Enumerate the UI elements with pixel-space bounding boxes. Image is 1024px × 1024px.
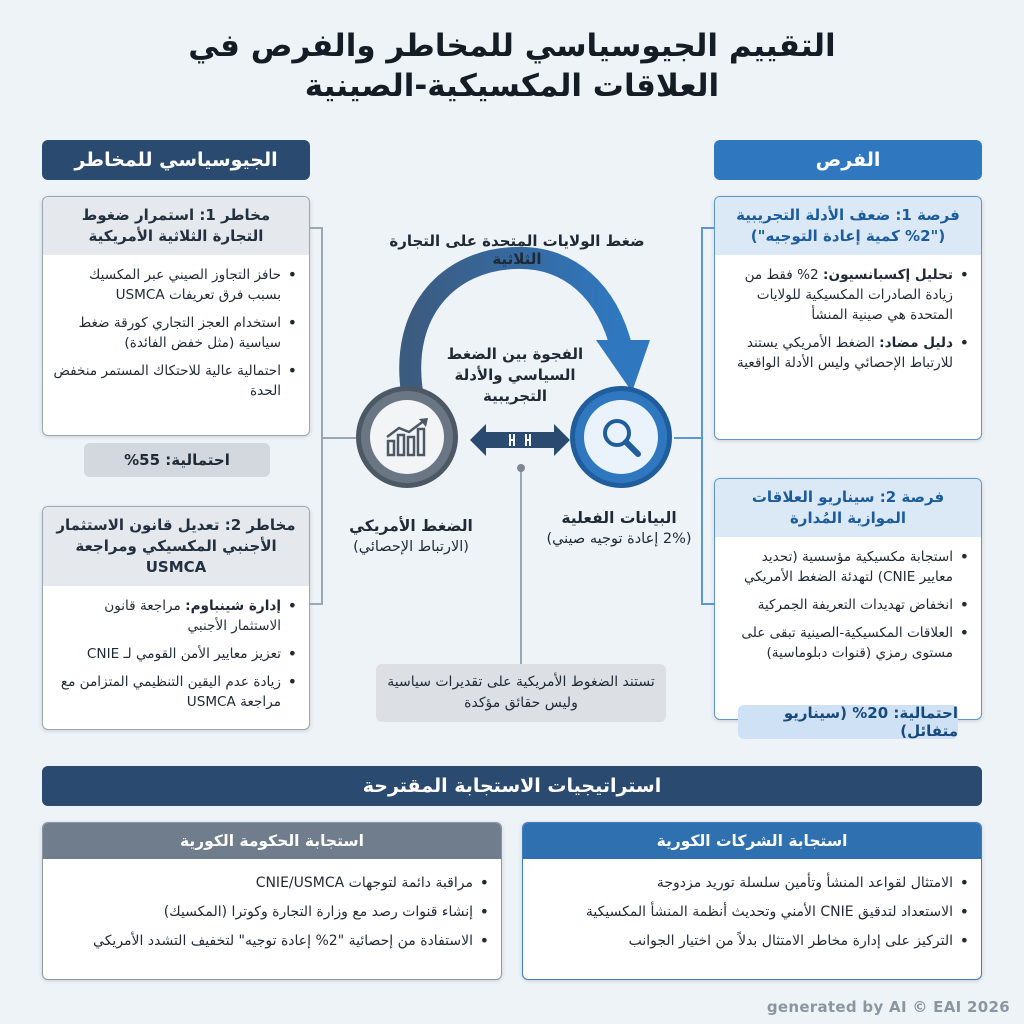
strategies-header: استراتيجيات الاستجابة المقترحة — [42, 766, 982, 806]
opportunities-header: الفرص — [714, 140, 982, 180]
list-item: • العلاقات المكسيكية-الصينية تبقى على مستوى رمزي (قنوات دبلوماسية) — [725, 623, 969, 663]
list-item: • انخفاض تهديدات التعريفة الجمركية — [725, 595, 969, 615]
risk2-title: مخاطر 2: تعديل قانون الاستثمار الأجنبي المكسيكي ومراجعة USMCA — [43, 507, 309, 586]
biz-response-bullets — [523, 859, 981, 966]
list-item: • زيادة عدم اليقين التنظيمي المتزامن مع مراجعة USMCA — [53, 672, 297, 712]
gap-label: الفجوة بين الضغط السياسي والأدلة التجريبية — [446, 345, 584, 405]
risks-header: الجيوسياسي للمخاطر — [42, 140, 310, 180]
list-item: • استجابة مكسيكية مؤسسية (تحديد معايير CNIE) لتهدئة الضغط الأمريكي — [725, 547, 969, 587]
gov-response-bullets — [43, 859, 501, 966]
actual-data-label — [544, 508, 694, 550]
policy-note: تستند الضغوط الأمريكية على تقديرات سياسية وليس حقائق مؤكدة — [376, 664, 666, 722]
list-item: • الامتثال لقواعد المنشأ وتأمين سلسلة توريد مزدوجة — [533, 873, 969, 893]
list-item: • احتمالية عالية للاحتكاك المستمر منخفض الحدة — [53, 361, 297, 401]
list-item: • دليل مضاد: الضغط الأمريكي يستند للارتباط الإحصائي وليس الأدلة الواقعية — [725, 333, 969, 373]
risk1-title: مخاطر 1: استمرار ضغوط التجارة الثلاثية الأمريكية — [43, 197, 309, 255]
chart-icon — [370, 400, 444, 474]
risk1-probability: احتمالية: 55% — [84, 443, 270, 477]
opp1-title: فرصة 1: ضعف الأدلة التجريبية ("2% كمية إعادة التوجيه") — [715, 197, 981, 255]
list-item: • الاستفادة من إحصائية "2% إعادة توجيه" لتخفيف التشدد الأمريكي — [53, 931, 489, 951]
biz-response-title: استجابة الشركات الكورية — [523, 823, 981, 859]
page-title: التقييم الجيوسياسي للمخاطر والفرص في العلاقات المكسيكية-الصينية — [188, 28, 836, 104]
list-item: • التركيز على إدارة مخاطر الامتثال بدلاً من اختيار الجوانب — [533, 931, 969, 951]
list-item: • استخدام العجز التجاري كورقة ضغط سياسية (مثل خفض الفائدة) — [53, 313, 297, 353]
gap-double-arrow — [470, 420, 570, 460]
list-item: • إدارة شينباوم: مراجعة قانون الاستثمار الأجنبي — [53, 596, 297, 636]
list-item: • الاستعداد لتدقيق CNIE الأمني وتحديث أنظمة المنشأ المكسيكية — [533, 902, 969, 922]
us-pressure-label — [336, 516, 486, 558]
actual-data-title: البيانات الفعلية — [561, 509, 677, 527]
list-item: • حافز التجاوز الصيني عبر المكسيك بسبب فرق تعريفات USMCA — [53, 265, 297, 305]
list-item: • مراقبة دائمة لتوجهات CNIE/USMCA — [53, 873, 489, 893]
list-item: • إنشاء قنوات رصد مع وزارة التجارة وكوترا (المكسيك) — [53, 902, 489, 922]
us-pressure-subtitle: (الارتباط الإحصائي) — [353, 539, 469, 555]
arc-label: ضغط الولايات المتحدة على التجارة الثلاثية — [389, 232, 645, 268]
biz-response-card — [522, 822, 982, 980]
list-item: • تعزيز معايير الأمن القومي لـ CNIE — [53, 644, 297, 664]
us-pressure-node — [356, 386, 458, 488]
list-item: • تحليل إكسبانسيون: 2% فقط من زيادة الصادرات المكسيكية للولايات المتحدة هي صينية المنشأ — [725, 265, 969, 325]
gov-response-card — [42, 822, 502, 980]
magnifier-icon — [584, 400, 658, 474]
actual-data-node — [570, 386, 672, 488]
footer-credit: generated by AI © EAI 2026 — [766, 998, 1010, 1016]
opp2-title: فرصة 2: سيناريو العلاقات الموازية المُدارة — [715, 479, 981, 537]
actual-data-subtitle: (2% إعادة توجيه صيني) — [546, 531, 692, 547]
opp2-probability: احتمالية: 20% (سيناريو متفائل) — [738, 705, 958, 739]
gov-response-title: استجابة الحكومة الكورية — [43, 823, 501, 859]
us-pressure-title: الضغط الأمريكي — [349, 517, 473, 535]
